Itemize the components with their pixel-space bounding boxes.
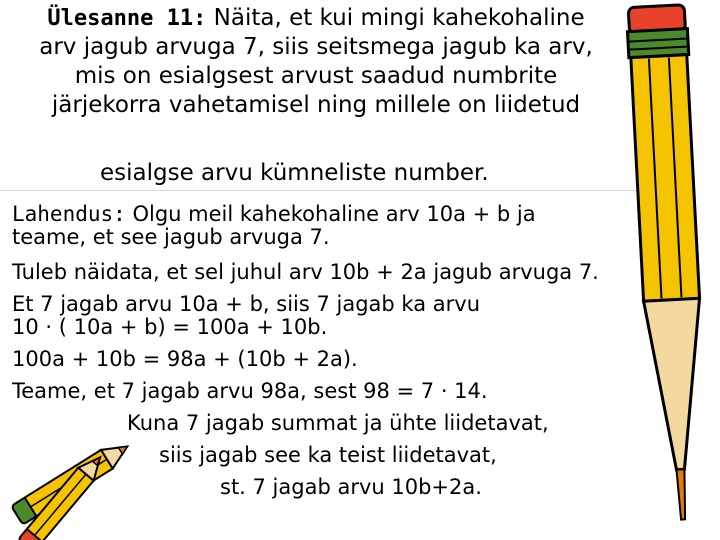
solution-line-2: teame, et see jagub arvuga 7. (12, 225, 330, 249)
solution-line-4: Et 7 jagab arvu 10a + b, siis 7 jagab ka arvu (12, 292, 480, 316)
solution-line-9: siis jagab see ka teist liidetavat, (159, 443, 497, 467)
solution-line-1 (12, 202, 536, 226)
task-line-1 (0, 4, 632, 33)
pencils-icon-small (0, 432, 150, 540)
task-line-4: järjekorra vahetamisel ning millele on liidetud (51, 92, 581, 118)
task-statement (0, 4, 632, 120)
solution-line-8: Kuna 7 jagab summat ja ühte liidetavat, (127, 411, 549, 435)
solution-text-1: Olgu meil kahekohaline arv 10a + b ja (125, 202, 536, 226)
task-line-3: mis on esialgsest arvust saadud numbrite (74, 63, 558, 89)
task-label: Ülesanne 11: (47, 6, 207, 31)
divider (0, 190, 665, 191)
solution-label: Lahendus: (12, 202, 126, 226)
solution-line-7: Teame, et 7 jagab arvu 98a, sest 98 = 7 · 14. (12, 379, 488, 403)
solution-line-3: Tuleb näidata, et sel juhul arv 10b + 2a jagub arvuga 7. (12, 260, 599, 284)
solution-line-10: st. 7 jagab arvu 10b+2a. (220, 475, 482, 499)
pencil-icon-large (612, 0, 720, 540)
task-line-5: esialgse arvu kümneliste number. (100, 160, 489, 186)
solution-line-5: 10 · ( 10a + b) = 100a + 10b. (12, 315, 328, 339)
solution-line-6: 100a + 10b = 98a + (10b + 2a). (12, 347, 358, 371)
task-line-2: arv jagub arvuga 7, siis seitsmega jagub ka arv, (39, 34, 593, 60)
task-text-1: Näita, et kui mingi kahekohaline (206, 5, 585, 31)
